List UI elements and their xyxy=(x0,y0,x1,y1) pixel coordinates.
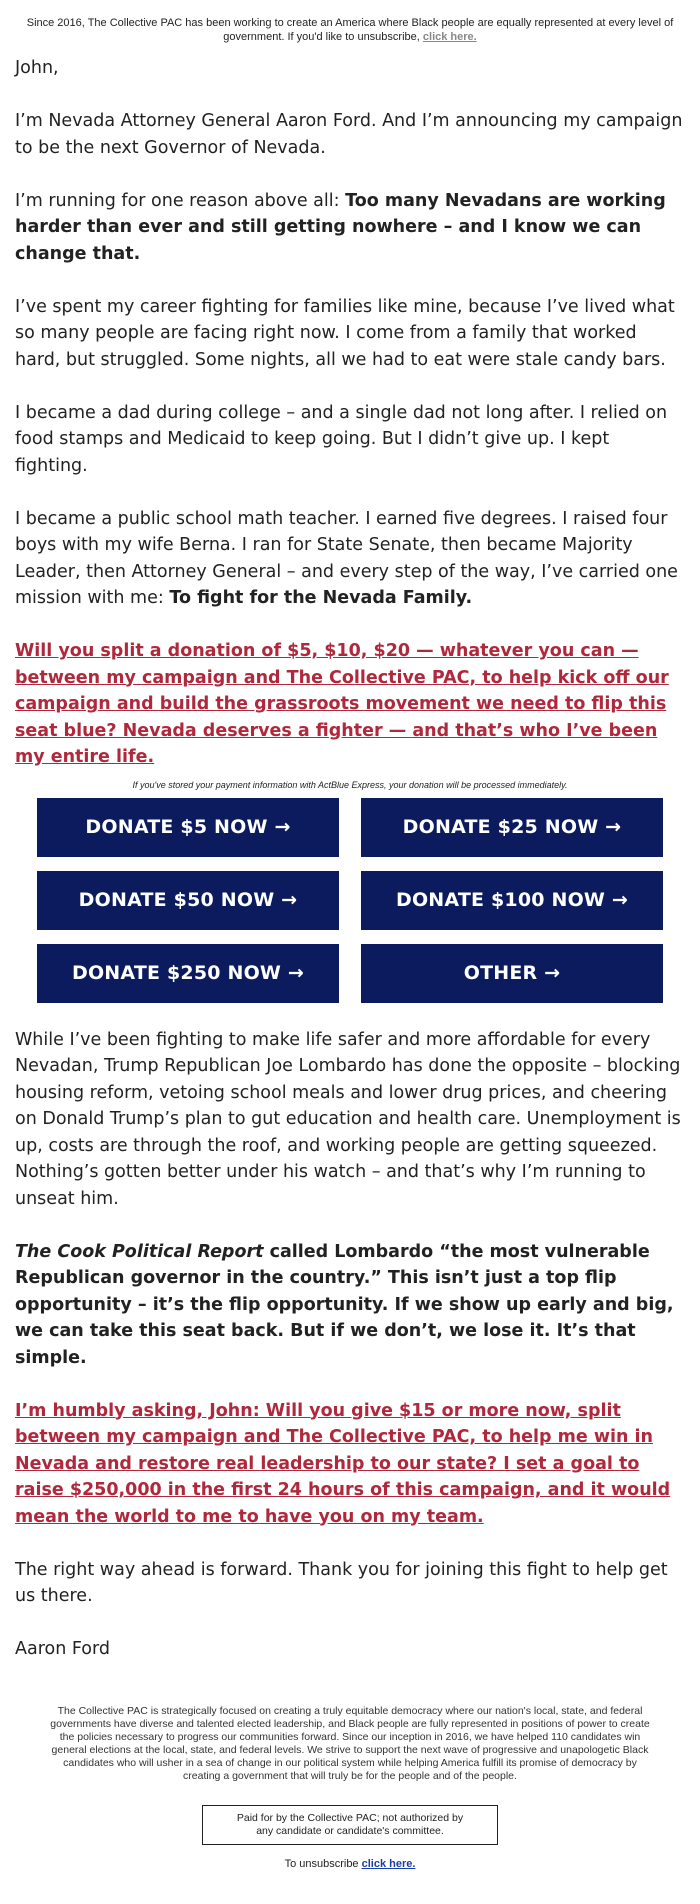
paragraph-cook-report xyxy=(15,1239,685,1372)
footer-about: The Collective PAC is strategically focused on creating a truly equitable democracy where our nation's local, state, and federal governments have diverse and talented elected leadership, and Black people are fully represented in positions of power to create the policies necessary to progress our communities forward. Since our inception in 2016, we have helped 110 candidates win general elections at the local, state, and federal levels. We strive to support the next wave of progressive and unapologetic Black candidates who will usher in a sea of change in our political system while helping America fulfill its promise of democracy by creating a government that will truly be for the people and of the people. xyxy=(50,1704,650,1782)
signature: Aaron Ford xyxy=(15,1639,111,1659)
paragraph-family: I’ve spent my career fighting for families like mine, because I’ve lived what so many people are facing right now. I come from a family that worked hard, but struggled. Some nights, all we had to eat were stale candy bars. xyxy=(15,296,675,370)
donate-other-button[interactable]: OTHER → xyxy=(361,944,663,1003)
paragraph-announcement: I’m Nevada Attorney General Aaron Ford. And I’m announcing my campaign to be the next Governor of Nevada. xyxy=(15,111,683,158)
paragraph-lombardo: While I’ve been fighting to make life safer and more affordable for every Nevadan, Trump Republican Joe Lombardo has done the opposite – blocking housing reform, vetoing school meals and lower drug prices, and cheering on Donald Trump’s plan to gut education and health care. Unemployment is up, costs are through the roof, and working people are getting squeezed. Nothing’s gotten better under his watch – and that’s why I’m running to unseat him. xyxy=(15,1029,681,1209)
donation-ask-1-text[interactable]: Will you split a donation of $5, $10, $20 — whatever you can — between my campaign and The Collective PAC, to help kick off our campaign and build the grassroots movement we need to flip this seat blue? Nevada deserves a fighter — and that’s who I’ve been my entire life. xyxy=(15,641,669,767)
paragraph-closing: The right way ahead is forward. Thank you for joining this fight to help get us there. xyxy=(15,1559,668,1606)
email-body xyxy=(0,55,700,771)
donate-button-grid xyxy=(0,798,700,1003)
paragraph-dad: I became a dad during college – and a single dad not long after. I relied on food stamps and Medicaid to keep going. But I didn’t give up. I kept fighting. xyxy=(15,402,668,476)
donation-ask-link-1[interactable] xyxy=(15,638,685,771)
unsubscribe-text: To unsubscribe xyxy=(284,1857,362,1870)
actblue-note: If you've stored your payment information with ActBlue Express, your donation will be processed immediately. xyxy=(132,779,568,790)
preheader-unsubscribe-link[interactable]: click here. xyxy=(422,31,477,43)
cook-report-rest: called Lombardo “the most vulnerable Republican governor in the country.” This isn’t just a top flip opportunity – it’s the flip opportunity. If we show up early and big, we can take this seat back. But if we don’t, we lose it. It’s that simple. xyxy=(15,1241,674,1368)
preheader-text: Since 2016, The Collective PAC has been working to create an America where Black people are equally represented at every level of government. If you'd like to unsubscribe, xyxy=(26,17,674,43)
unsubscribe-link[interactable]: click here. xyxy=(361,1857,416,1870)
donate-100-button[interactable]: DONATE $100 NOW → xyxy=(361,871,663,930)
paragraph-reason xyxy=(15,188,685,268)
paragraph-career-lead: I became a public school math teacher. I earned five degrees. I raised four boys with my wife Berna. I ran for State Senate, then became Majority Leader, then Attorney General – and every step of the way, I’ve carried one mission with me: xyxy=(15,508,678,608)
donation-ask-2-text[interactable]: I’m humbly asking, John: Will you give $15 or more now, split between my campaign and The Collective PAC, to help me win in Nevada and restore real leadership to our state? I set a goal to raise $250,000 in the first 24 hours of this campaign, and it would mean the world to me to have you on my team. xyxy=(15,1400,671,1527)
donate-250-button[interactable]: DONATE $250 NOW → xyxy=(37,944,339,1003)
donate-25-button[interactable]: DONATE $25 NOW → xyxy=(361,798,663,857)
cook-report-title: The Cook Political Report xyxy=(15,1241,264,1262)
paragraph-career-bold: To fight for the Nevada Family. xyxy=(169,588,473,608)
donation-ask-link-2[interactable] xyxy=(15,1398,685,1531)
salutation: John, xyxy=(15,58,59,78)
paragraph-reason-lead: I’m running for one reason above all: xyxy=(15,190,346,211)
donate-50-button[interactable]: DONATE $50 NOW → xyxy=(37,871,339,930)
donate-5-button[interactable]: DONATE $5 NOW → xyxy=(37,798,339,857)
paid-by-disclaimer: Paid for by the Collective PAC; not authorized by any candidate or candidate's committee. xyxy=(202,1805,498,1845)
preheader xyxy=(0,0,700,44)
paid-by-wrapper xyxy=(0,1805,700,1845)
email-body-continued xyxy=(0,1027,700,1663)
footer-unsubscribe xyxy=(0,1858,700,1870)
paragraph-career xyxy=(15,506,685,612)
paragraph-reason-bold: Too many Nevadans are working harder than ever and still getting nowhere – and I know we can change that. xyxy=(15,190,666,264)
